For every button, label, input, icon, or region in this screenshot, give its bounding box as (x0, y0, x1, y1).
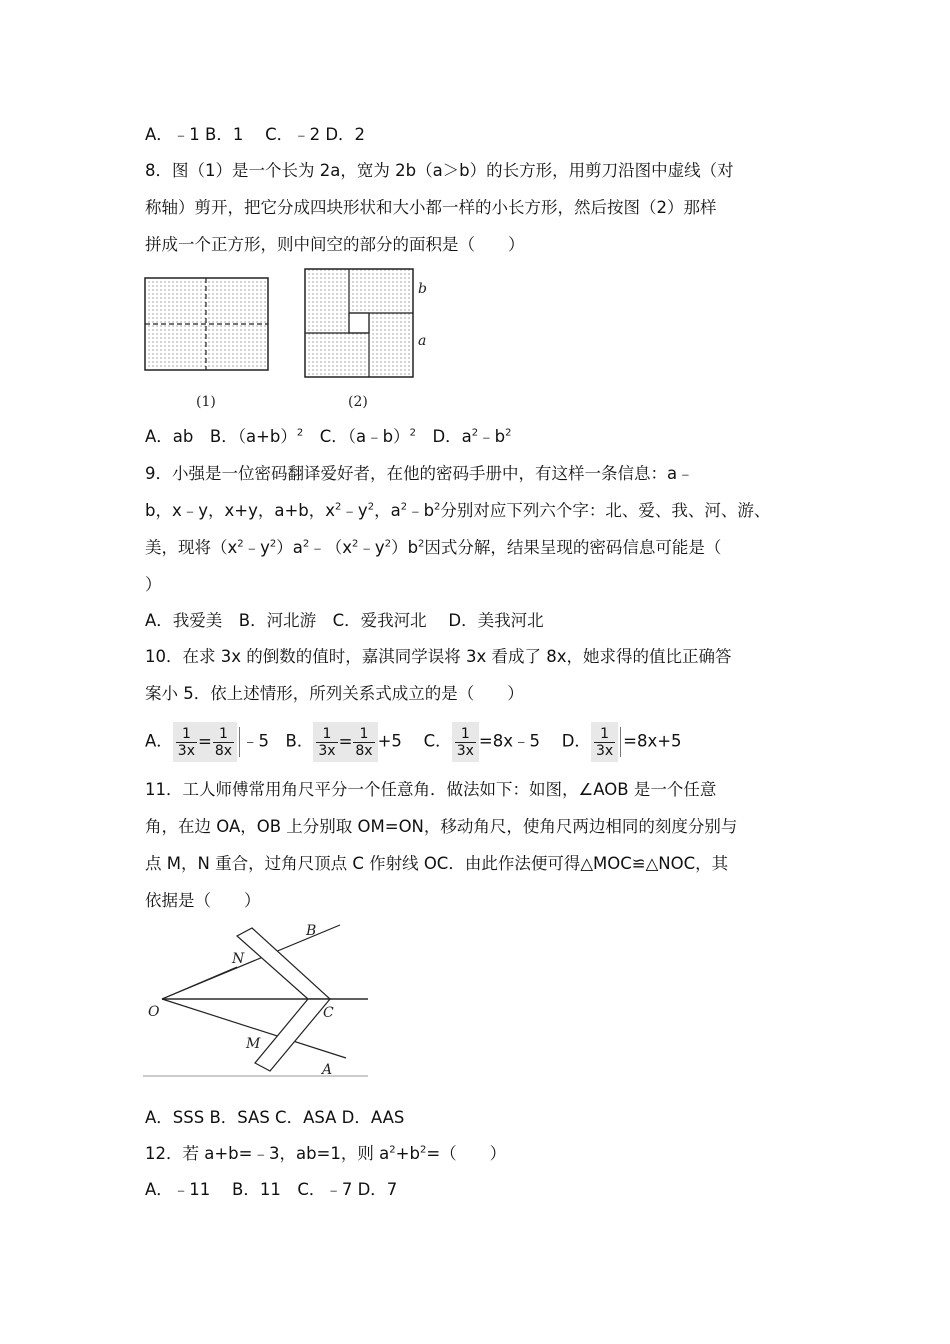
q9-text: ﹣y (341, 501, 368, 520)
q10-line-1: 10．在求 3x 的倒数的值时，嘉淇同学误将 3x 看成了 8x，她求得的值比正确答 (145, 647, 732, 666)
q10-line-2: 案小 5．依上述情形，所列关系式成立的是（ ） (145, 684, 524, 703)
q8-option-a-b: A．ab B．（a+b） (145, 427, 297, 446)
numerator: 1 (455, 726, 476, 743)
sup: 2 (237, 538, 244, 550)
q11-label-b: B (306, 923, 317, 939)
q8-figure-2 (305, 269, 413, 377)
fraction (353, 726, 374, 759)
sup: 2 (302, 538, 310, 550)
numerator: 1 (213, 726, 234, 743)
numerator: 1 (594, 726, 615, 743)
q11-label-m: M (246, 1036, 261, 1052)
q9-line-2 (145, 500, 770, 522)
q11-label-n: N (232, 951, 245, 967)
q12-line-1 (145, 1143, 506, 1165)
q10-option-d-expr (591, 722, 618, 762)
q9-text: ﹣b (407, 501, 435, 520)
q10-text: +5 C． (377, 731, 452, 751)
q11-line-3: 点 M，N 重合，过角尺顶点 C 作射线 OC．由此作法便可得△MOC≌△NOC，其 (145, 854, 729, 873)
q10-text: ﹣5 B． (242, 731, 314, 751)
sup: 2 (389, 1144, 396, 1156)
q11-line-2: 角，在边 OA，OB 上分别取 OM=ON，移动角尺，使角尺两边相同的刻度分别与 (145, 817, 738, 836)
denominator: 8x (355, 743, 373, 759)
sup: 2 (471, 427, 479, 439)
denominator: 8x (214, 743, 233, 759)
fraction (455, 726, 476, 759)
q10-text: =8x+5 (623, 731, 682, 751)
q12-options: A．﹣11 B．11 C．﹣7 D．7 (145, 1180, 398, 1199)
q11-label-c: C (323, 1005, 334, 1021)
q9-text: 分别对应下列六个字：北、爱、我、河、游、 (440, 501, 771, 520)
q9-text: ）a (276, 538, 303, 557)
q8-figure-2-label: (2) (348, 394, 368, 410)
q8-options (145, 426, 512, 448)
q11-angle-figure (140, 918, 380, 1078)
sup: 2 (418, 538, 425, 550)
q11-label-a: A (322, 1062, 333, 1078)
q9-text: ，a (374, 501, 401, 520)
equals: = (338, 732, 353, 751)
q8-option-c: C．（a﹣b） (303, 427, 410, 446)
q9-text: 美，现将（x (145, 538, 238, 557)
divider (239, 727, 240, 757)
denominator: 3x (595, 743, 614, 759)
sup: 2 (505, 427, 512, 439)
q8-figure-1-label: (1) (196, 394, 216, 410)
q9-text: ﹣y (358, 538, 385, 557)
sup: 2 (384, 538, 392, 550)
q8-line-1: 8．图（1）是一个长为 2a，宽为 2b（a＞b）的长方形，用剪刀沿图中虚线（对 (145, 161, 734, 180)
q8-label-a: a (418, 333, 427, 349)
q8-option-d: D．a (415, 427, 472, 446)
q10-options (145, 722, 682, 762)
q8-figures (140, 265, 440, 415)
q9-line-4: ） (145, 575, 162, 594)
q9-line-3 (145, 537, 721, 559)
equals: = (198, 732, 212, 751)
q9-text: ﹣（x (309, 538, 353, 557)
sup: 2 (352, 538, 359, 550)
q9-text: b，x﹣y，x+y，a+b，x (145, 501, 336, 520)
sup: 2 (400, 501, 408, 513)
fraction (594, 726, 615, 759)
q11-options: A．SSS B．SAS C．ASA D．AAS (145, 1108, 405, 1127)
q7-options: A．﹣1 B．1 C．﹣2 D．2 (145, 125, 366, 144)
q8-line-2: 称轴）剪开，把它分成四块形状和大小都一样的小长方形，然后按图（2）那样 (145, 198, 717, 217)
q10-option-c-expr (452, 722, 479, 762)
fraction (213, 726, 234, 759)
fraction (176, 726, 197, 759)
sup: 2 (409, 427, 416, 439)
denominator: 3x (177, 743, 195, 759)
sup: 2 (367, 501, 375, 513)
divider (620, 727, 621, 757)
q9-text: ）b (391, 538, 419, 557)
numerator: 1 (316, 726, 337, 743)
q8-option-d-mid: ﹣b (478, 427, 506, 446)
q9-options: A．我爱美 B．河北游 C．爱我河北 D．美我河北 (145, 611, 544, 630)
sup: 2 (434, 501, 441, 513)
q10-option-a-label: A． (145, 731, 173, 751)
sup: 2 (335, 501, 342, 513)
q12-text: 12．若 a+b=﹣3，ab=1，则 a (145, 1144, 390, 1163)
numerator: 1 (176, 726, 197, 743)
denominator: 3x (318, 743, 336, 759)
q12-text: =（ ） (426, 1144, 507, 1163)
q9-text: 因式分解，结果呈现的密码信息可能是（ (424, 538, 722, 557)
q8-line-3: 拼成一个正方形，则中间空的部分的面积是（ ） (145, 235, 525, 254)
numerator: 1 (353, 726, 374, 743)
sup: 2 (269, 538, 277, 550)
q10-option-b-expr (313, 722, 377, 762)
q11-line-1: 11．工人师傅常用角尺平分一个任意角．做法如下：如图，∠AOB 是一个任意 (145, 780, 717, 799)
q11-label-o: O (148, 1004, 160, 1020)
q9-text: ﹣y (243, 538, 270, 557)
fraction (316, 726, 337, 759)
q12-text: +b (395, 1144, 420, 1163)
q11-line-4: 依据是（ ） (145, 891, 261, 910)
q10-text: =8x﹣5 D． (478, 731, 591, 751)
sup: 2 (419, 1144, 427, 1156)
q9-line-1: 9．小强是一位密码翻译爱好者，在他的密码手册中，有这样一条信息：a﹣ (145, 464, 694, 483)
q8-figure-1 (145, 278, 268, 370)
denominator: 3x (456, 743, 474, 759)
q10-option-a-expr (173, 722, 237, 762)
sup: 2 (296, 427, 304, 439)
q8-label-b: b (418, 281, 427, 297)
